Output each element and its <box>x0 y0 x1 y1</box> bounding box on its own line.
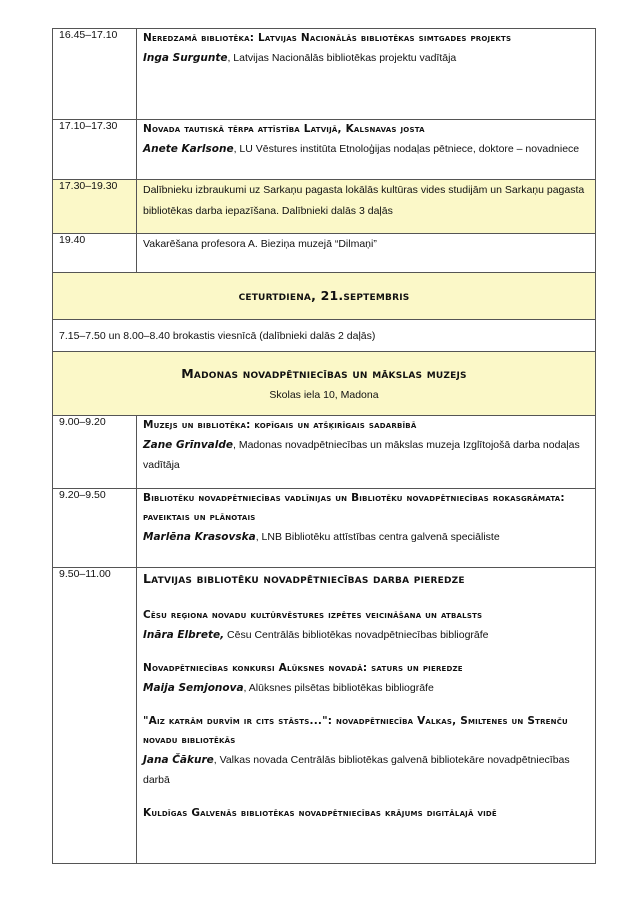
time-cell: 9.00–9.20 <box>53 416 137 489</box>
program-row <box>53 234 596 273</box>
speaker-line <box>143 48 589 68</box>
talk-item <box>143 606 589 645</box>
content-cell <box>137 234 596 273</box>
talk-title: "Aiz katrām durvīm ir cits stāsts...": novadpētniecība Valkas, Smiltenes un Strenču novadu bibliotēkās <box>143 715 568 746</box>
time-cell: 19.40 <box>53 234 137 273</box>
day-header-cell <box>53 273 596 320</box>
speaker-line <box>143 527 589 547</box>
session-heading: Latvijas bibliotēku novadpētniecības darba pieredze <box>143 571 465 586</box>
content-cell <box>137 416 596 489</box>
program-row <box>53 180 596 234</box>
content-cell <box>137 180 596 234</box>
program-table <box>52 28 596 864</box>
speaker-role: , Valkas novada Centrālās bibliotēkas galvenā bibliotekāre novadpētniecības darbā <box>143 754 570 786</box>
session-title: Novada tautiskā tērpa attīstība Latvijā, Kalsnavas josta <box>143 123 425 135</box>
program-row <box>53 29 596 120</box>
session-title: Neredzamā bibliotēka: Latvijas Nacionālās bibliotēkas simtgades projekts <box>143 32 512 44</box>
program-row <box>53 568 596 864</box>
content-cell <box>137 120 596 180</box>
speaker-line <box>143 678 589 698</box>
speaker-role: Cēsu Centrālās bibliotēkas novadpētniecības bibliogrāfe <box>224 629 489 641</box>
breakfast-text: 7.15–7.50 un 8.00–8.40 brokastis viesnīcā (dalībnieki dalās 2 daļās) <box>59 329 376 342</box>
venue-address: Skolas iela 10, Madona <box>269 388 379 401</box>
content-cell <box>137 489 596 568</box>
time-cell: 17.10–17.30 <box>53 120 137 180</box>
day-header-row <box>53 273 596 320</box>
time-cell: 9.50–11.00 <box>53 568 137 864</box>
venue-row <box>53 352 596 416</box>
talk-item <box>143 659 589 698</box>
content-cell <box>137 29 596 120</box>
program-row <box>53 489 596 568</box>
talk-item <box>143 712 589 790</box>
session-title: Muzejs un bibliotēka: kopīgais un atšķirīgais sadarbībā <box>143 419 417 431</box>
session-title: Bibliotēku novadpētniecības vadlīnijas un Bibliotēku novadpētniecības rokasgrāmata: paveiktais un plānotais <box>143 492 565 523</box>
speaker-line <box>143 435 589 475</box>
talk-title: Cēsu reģiona novadu kultūrvēstures izpētes veicināšana un atbalsts <box>143 609 483 621</box>
speaker-role: , Alūksnes pilsētas bibliotēkas bibliogrāfe <box>243 682 434 694</box>
speaker-name: Jana Čākure <box>143 754 214 766</box>
speaker-name: Anete Karlsone <box>143 143 234 155</box>
breakfast-row <box>53 320 596 352</box>
program-row <box>53 120 596 180</box>
speaker-name: Ināra Elbrete, <box>143 629 225 641</box>
speaker-line <box>143 625 589 645</box>
speaker-name: Inga Surgunte <box>143 52 228 64</box>
talk-title: Kuldīgas Galvenās bibliotēkas novadpētniecības krājums digitālajā vidē <box>143 807 497 819</box>
speaker-line <box>143 139 589 159</box>
speaker-role: , Latvijas Nacionālās bibliotēkas projektu vadītāja <box>227 52 457 64</box>
content-cell <box>137 568 596 864</box>
speaker-name: Maija Semjonova <box>143 682 244 694</box>
talk-item <box>143 804 589 823</box>
breakfast-cell <box>53 320 596 352</box>
speaker-role: , LNB Bibliotēku attīstības centra galvenā speciāliste <box>255 531 500 543</box>
speaker-name: Marlēna Krasovska <box>143 531 256 543</box>
venue-name: Madonas novadpētniecības un mākslas muzejs <box>181 365 467 381</box>
time-cell: 9.20–9.50 <box>53 489 137 568</box>
activity-text: Vakarēšana profesora A. Bieziņa muzejā “Dilmaņi” <box>143 238 377 250</box>
time-cell: 17.30–19.30 <box>53 180 137 234</box>
activity-text: Dalībnieku izbraukumi uz Sarkaņu pagasta lokālās kultūras vides studijām un Sarkaņu pagasta bibliotēkas darba iepazīšana. Dalībnieki dalās 3 daļās <box>143 184 585 217</box>
speaker-name: Zane Grīnvalde <box>143 439 233 451</box>
program-row <box>53 416 596 489</box>
venue-cell <box>53 352 596 416</box>
speaker-role: , LU Vēstures institūta Etnoloģijas nodaļas pētniece, doktore – novadniece <box>233 143 580 155</box>
speaker-role: , Madonas novadpētniecības un mākslas muzeja Izglītojošā darba nodaļas vadītāja <box>143 439 580 471</box>
day-header: ceturtdiena, 21.septembris <box>238 288 410 303</box>
talk-title: Novadpētniecības konkursi Alūksnes novadā: saturs un pieredze <box>143 662 463 674</box>
time-cell: 16.45–17.10 <box>53 29 137 120</box>
speaker-line <box>143 750 589 790</box>
